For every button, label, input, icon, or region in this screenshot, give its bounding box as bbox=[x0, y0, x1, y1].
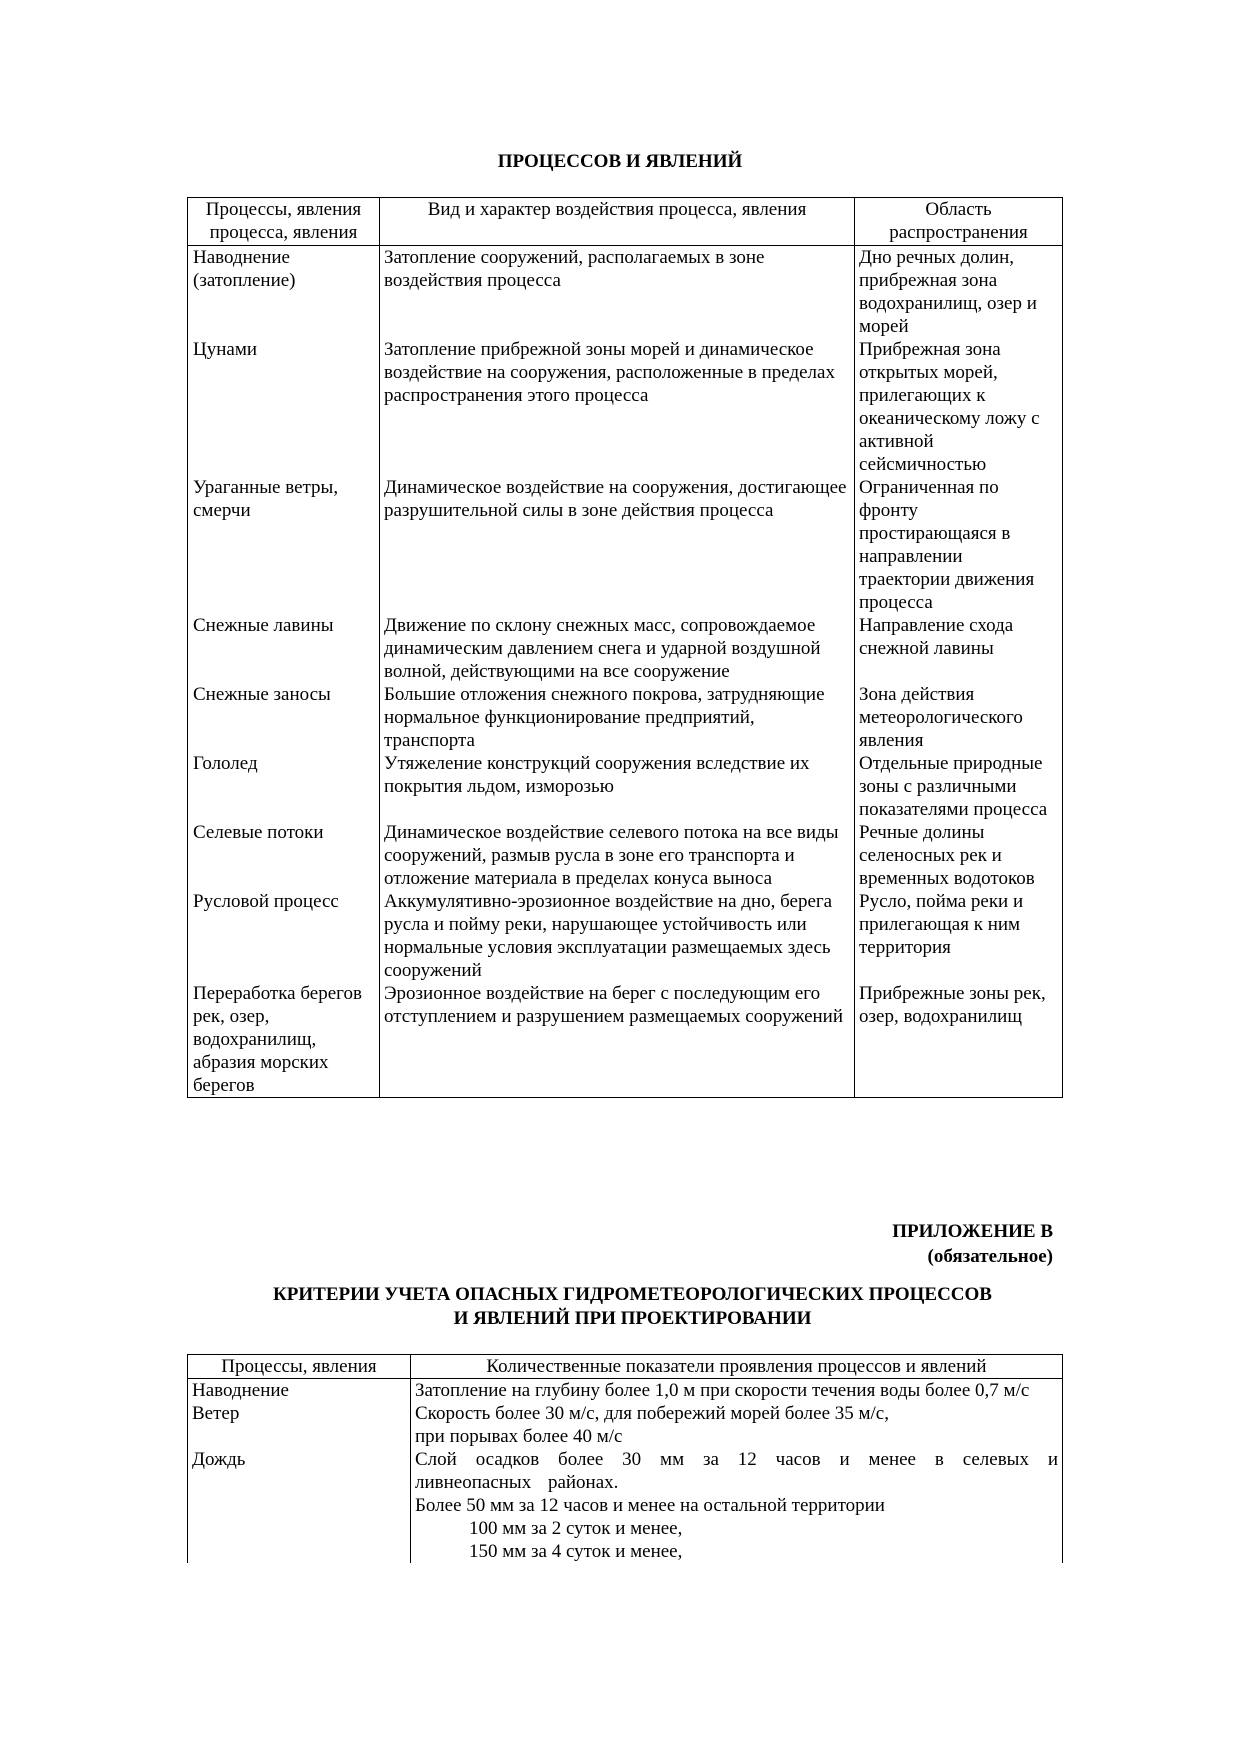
table-row bbox=[188, 683, 1063, 752]
appendix-title bbox=[0, 1283, 1240, 1331]
process-cell: Дождь bbox=[188, 1448, 411, 1563]
process-cell: Переработка берегов рек, озер, водохранилищ, абразия морских берегов bbox=[188, 982, 380, 1098]
criteria-line: при порывах более 40 м/с bbox=[415, 1426, 623, 1447]
area-cell: Прибрежные зоны рек, озер, водохранилищ bbox=[855, 982, 1063, 1098]
criteria-line: 150 мм за 4 суток и менее, bbox=[469, 1541, 683, 1562]
criteria-line: 100 мм за 2 суток и менее, bbox=[469, 1518, 683, 1539]
table-row bbox=[188, 1402, 1063, 1448]
table-row bbox=[188, 1448, 1063, 1563]
table-header-row bbox=[188, 198, 1063, 246]
appendix-status: (обязательное) bbox=[927, 1246, 1053, 1267]
impact-cell: Динамическое воздействие селевого потока на все виды сооружений, размыв русла в зоне его транспорта и отложение материала в пределах конуса выноса bbox=[380, 821, 855, 890]
impact-cell: Динамическое воздействие на сооружения, достигающее разрушительной силы в зоне действия процесса bbox=[380, 476, 855, 614]
appendix-header bbox=[892, 1219, 1053, 1269]
area-cell: Речные долины селеносных рек и временных водотоков bbox=[855, 821, 1063, 890]
column-header-criteria: Количественные показатели проявления процессов и явлений bbox=[411, 1355, 1063, 1379]
table-row bbox=[188, 614, 1063, 683]
process-cell: Цунами bbox=[188, 338, 380, 476]
criteria-line: Затопление на глубину более 1,0 м при скорости течения воды более 0,7 м/с bbox=[415, 1380, 1030, 1401]
process-cell: Гололед bbox=[188, 752, 380, 821]
impact-cell: Аккумулятивно-эрозионное воздействие на дно, берега русла и пойму реки, нарушающее устойчивость или нормальные условия эксплуатации размещаемых здесь сооружений bbox=[380, 890, 855, 982]
area-cell: Ограниченная по фронту простирающаяся в направлении траектории движения процесса bbox=[855, 476, 1063, 614]
table-row bbox=[188, 752, 1063, 821]
criteria-line: Слой осадков более 30 мм за 12 часов и менее в селевых и ливнеопасных районах. bbox=[415, 1449, 1058, 1493]
appendix-title-line-2: И ЯВЛЕНИЙ ПРИ ПРОЕКТИРОВАНИИ bbox=[453, 1308, 812, 1329]
hazard-processes-table bbox=[187, 197, 1063, 1098]
impact-cell: Утяжеление конструкций сооружения вследствие их покрытия льдом, изморозью bbox=[380, 752, 855, 821]
impact-cell: Затопление прибрежной зоны морей и динамическое воздействие на сооружения, расположенные в пределах распространения этого процесса bbox=[380, 338, 855, 476]
process-cell: Ураганные ветры, смерчи bbox=[188, 476, 380, 614]
table-row bbox=[188, 1379, 1063, 1403]
page-heading: ПРОЦЕССОВ И ЯВЛЕНИЙ bbox=[497, 151, 743, 172]
column-header-process: Процессы, явления bbox=[188, 1355, 411, 1379]
criteria-cell bbox=[411, 1379, 1063, 1403]
table-row bbox=[188, 982, 1063, 1098]
table-row bbox=[188, 476, 1063, 614]
process-cell: Ветер bbox=[188, 1402, 411, 1448]
table-row bbox=[188, 821, 1063, 890]
table-header-row bbox=[188, 1355, 1063, 1379]
column-header-area: Область распространения bbox=[855, 198, 1063, 246]
area-cell: Направление схода снежной лавины bbox=[855, 614, 1063, 683]
process-cell: Селевые потоки bbox=[188, 821, 380, 890]
table-row bbox=[188, 890, 1063, 982]
area-cell: Отдельные природные зоны с различными показателями процесса bbox=[855, 752, 1063, 821]
column-header-impact: Вид и характер воздействия процесса, явления bbox=[380, 198, 855, 246]
process-cell: Снежные заносы bbox=[188, 683, 380, 752]
impact-cell: Большие отложения снежного покрова, затрудняющие нормальное функционирование предприятий, транспорта bbox=[380, 683, 855, 752]
criteria-table bbox=[187, 1354, 1063, 1563]
table-row bbox=[188, 338, 1063, 476]
appendix-label: ПРИЛОЖЕНИЕ В bbox=[892, 1221, 1053, 1242]
criteria-cell bbox=[411, 1448, 1063, 1563]
criteria-line: Более 50 мм за 12 часов и менее на остальной территории bbox=[415, 1495, 885, 1516]
criteria-line: Скорость более 30 м/с, для побережий морей более 35 м/с, bbox=[415, 1403, 889, 1424]
process-cell: Наводнение (затопление) bbox=[188, 246, 380, 339]
process-cell: Снежные лавины bbox=[188, 614, 380, 683]
area-cell: Дно речных долин, прибрежная зона водохранилищ, озер и морей bbox=[855, 246, 1063, 339]
area-cell: Русло, пойма реки и прилегающая к ним территория bbox=[855, 890, 1063, 982]
impact-cell: Затопление сооружений, располагаемых в зоне воздействия процесса bbox=[380, 246, 855, 339]
process-cell: Русловой процесс bbox=[188, 890, 380, 982]
area-cell: Зона действия метеорологического явления bbox=[855, 683, 1063, 752]
area-cell: Прибрежная зона открытых морей, прилегающих к океаническому ложу с активной сейсмичностью bbox=[855, 338, 1063, 476]
table-row bbox=[188, 246, 1063, 339]
impact-cell: Эрозионное воздействие на берег с последующим его отступлением и разрушением размещаемых сооружений bbox=[380, 982, 855, 1098]
impact-cell: Движение по склону снежных масс, сопровождаемое динамическим давлением снега и ударной воздушной волной, действующими на все сооружение bbox=[380, 614, 855, 683]
process-cell: Наводнение bbox=[188, 1379, 411, 1403]
column-header-process: Процессы, явления процесса, явления bbox=[188, 198, 380, 246]
appendix-title-line-1: КРИТЕРИИ УЧЕТА ОПАСНЫХ ГИДРОМЕТЕОРОЛОГИЧЕСКИХ ПРОЦЕССОВ bbox=[273, 1284, 992, 1305]
criteria-cell bbox=[411, 1402, 1063, 1448]
